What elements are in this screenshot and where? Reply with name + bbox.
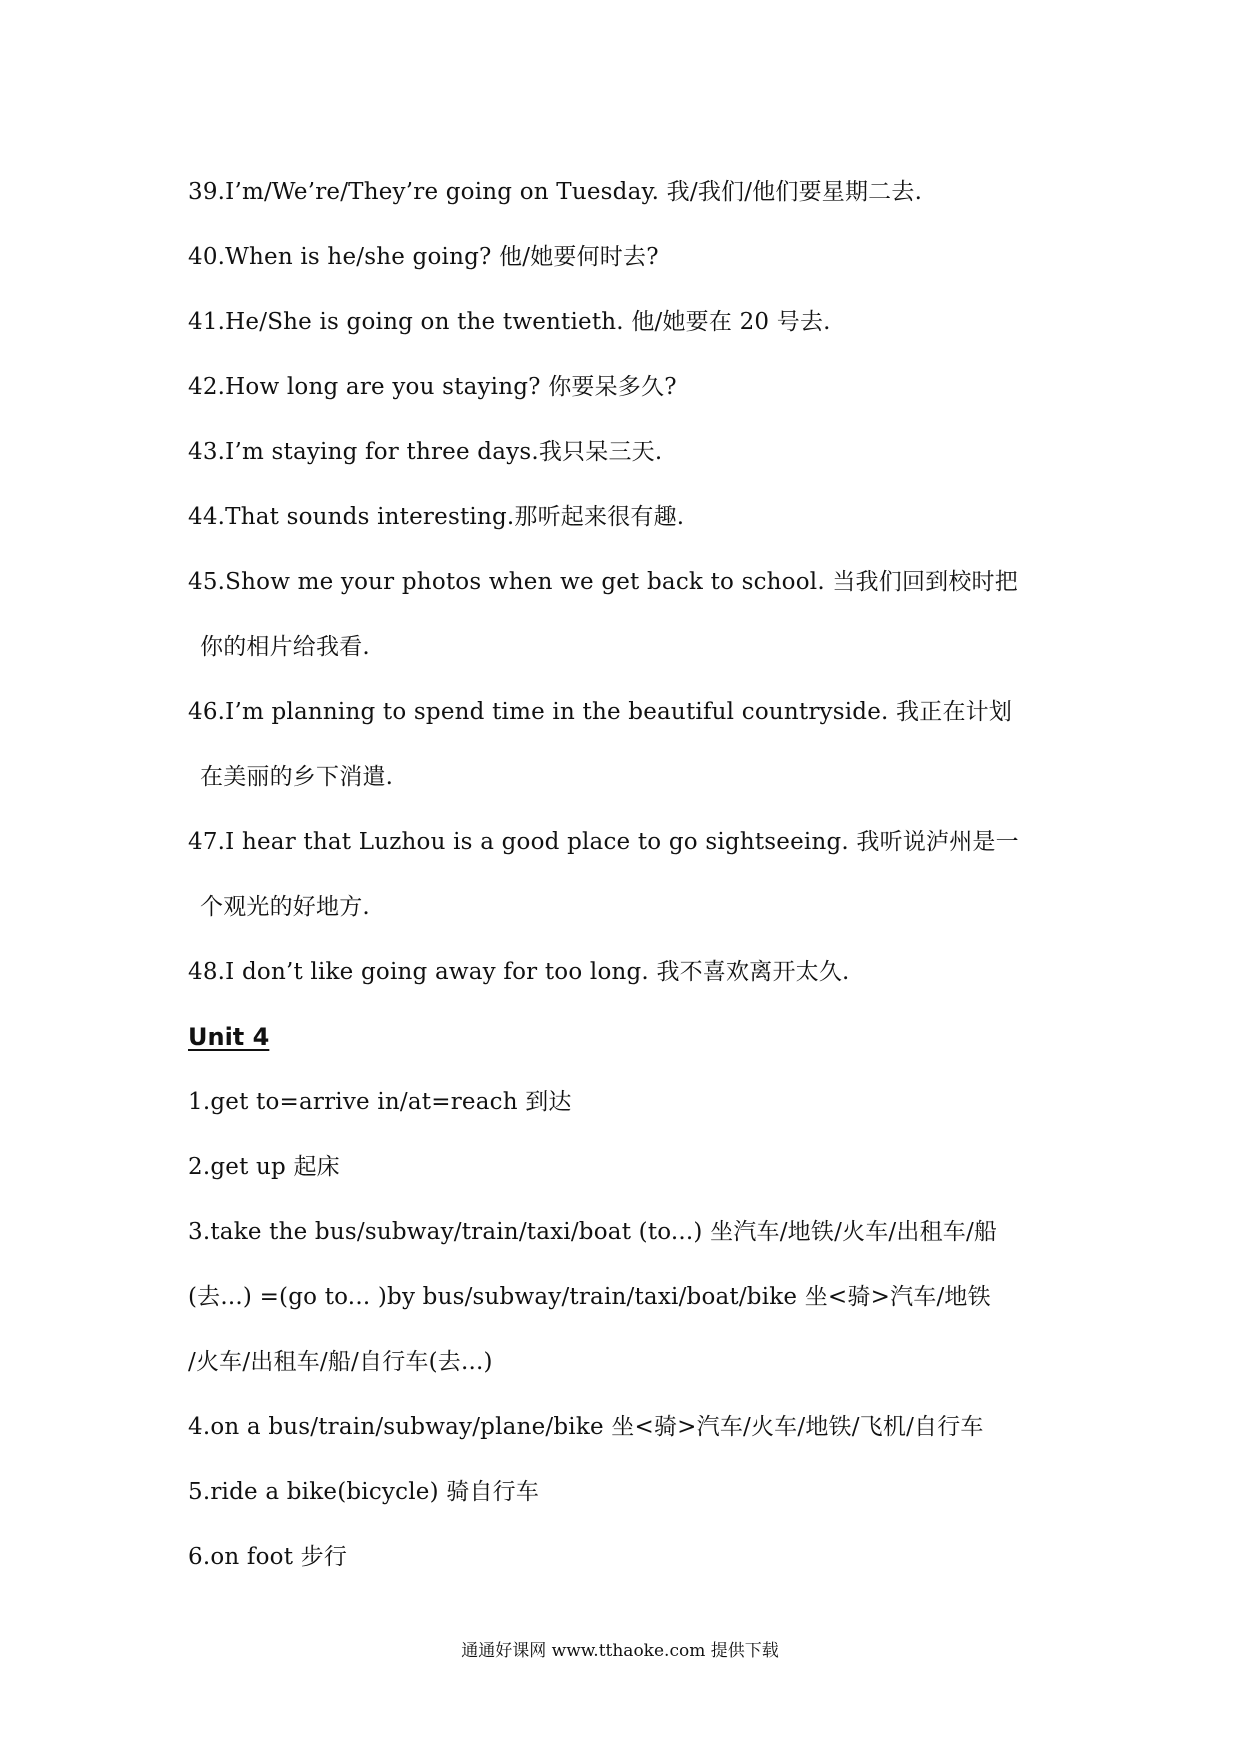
sentence-44: 44.That sounds interesting.那听起来很有趣. [188,504,685,530]
sentence-40: 40.When is he/she going? 他/她要何时去? [188,244,659,270]
unit-heading: Unit 4 [188,1023,270,1051]
phrase-4: 4.on a bus/train/subway/plane/bike 坐<骑>汽车/火车/地铁/飞机/自行车 [188,1414,984,1440]
sentence-43: 43.I’m staying for three days.我只呆三天. [188,439,663,465]
phrase-3-continued-2: /火车/出租车/船/自行车(去...) [188,1349,493,1375]
sentence-47-continued: 个观光的好地方. [200,894,370,920]
sentence-47: 47.I hear that Luzhou is a good place to go sightseeing. 我听说泸州是一 [188,829,1019,855]
sentence-41: 41.He/She is going on the twentieth. 他/她要在 20 号去. [188,309,831,335]
document-body [188,160,1088,1590]
phrase-3-continued: (去...) =(go to... )by bus/subway/train/taxi/boat/bike 坐<骑>汽车/地铁 [188,1284,991,1310]
phrase-1: 1.get to=arrive in/at=reach 到达 [188,1089,572,1115]
sentence-48: 48.I don’t like going away for too long. 我不喜欢离开太久. [188,959,850,985]
sentence-42: 42.How long are you staying? 你要呆多久? [188,374,677,400]
page-footer: 通通好课网 www.tthaoke.com 提供下载 [461,1641,779,1661]
sentence-46-continued: 在美丽的乡下消遣. [200,764,394,790]
sentence-45-continued: 你的相片给我看. [200,634,370,660]
sentence-45: 45.Show me your photos when we get back to school. 当我们回到校时把 [188,569,1018,595]
phrase-6: 6.on foot 步行 [188,1544,348,1570]
phrase-3: 3.take the bus/subway/train/taxi/boat (to...) 坐汽车/地铁/火车/出租车/船 [188,1219,998,1245]
sentence-39: 39.I’m/We’re/They’re going on Tuesday. 我/我们/他们要星期二去. [188,179,923,205]
phrase-5: 5.ride a bike(bicycle) 骑自行车 [188,1479,540,1505]
phrase-2: 2.get up 起床 [188,1154,340,1180]
sentence-46: 46.I’m planning to spend time in the beautiful countryside. 我正在计划 [188,699,1013,725]
